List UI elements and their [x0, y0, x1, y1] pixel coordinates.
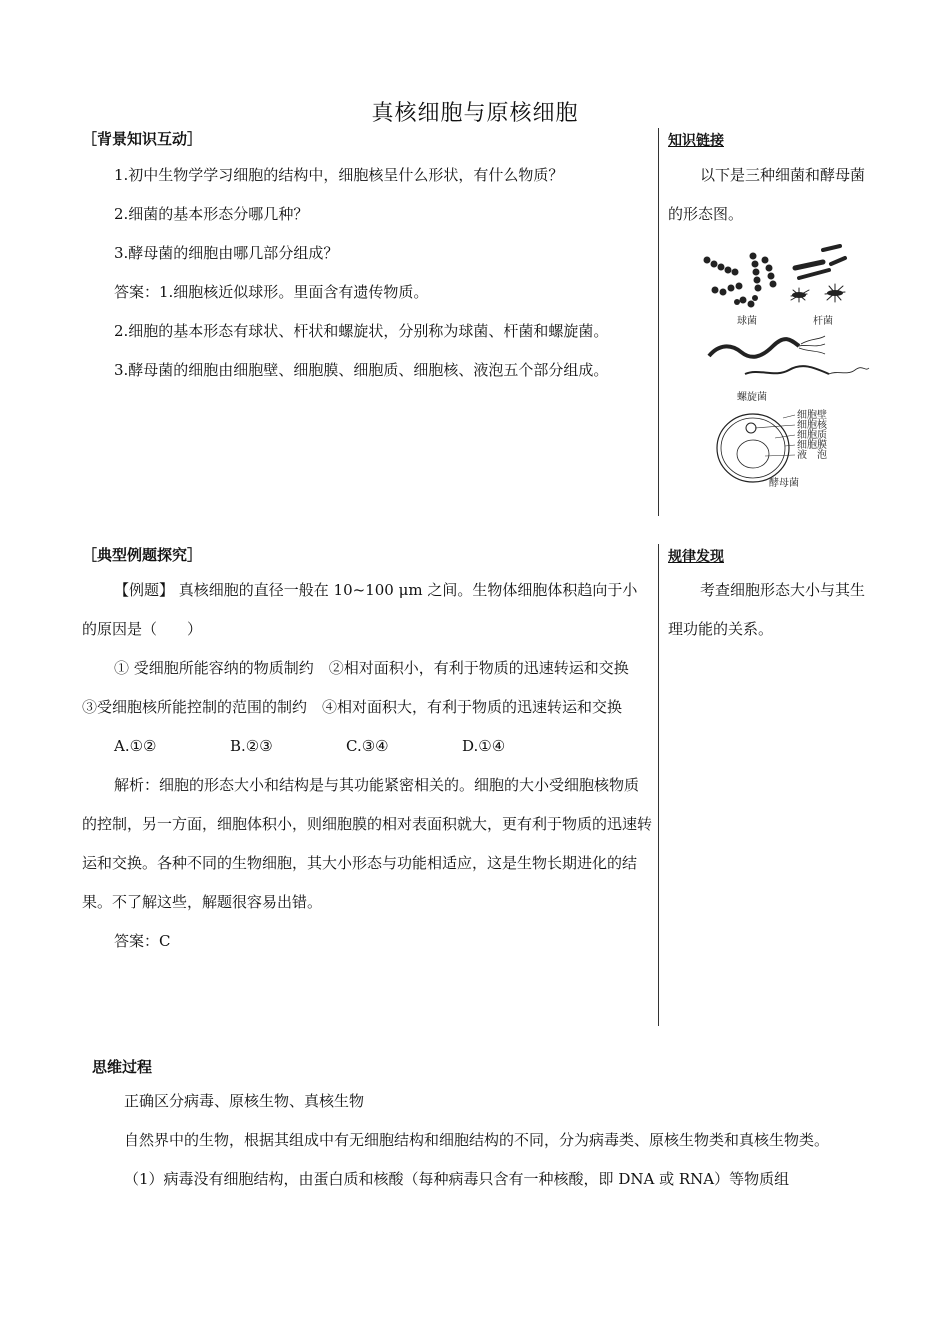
column-divider-2 [658, 544, 659, 1026]
yeast-part-membrane: 细胞膜 [797, 440, 827, 451]
thinking-heading: 思维过程 [92, 1058, 153, 1076]
thinking-section [92, 1082, 862, 1199]
example-statements: ① 受细胞所能容纳的物质制约 ②相对面积小，有利于物质的迅速转运和交换 ③受细胞核所能控制的范围的制约 ④相对面积大，有利于物质的迅速转运和交换 [82, 659, 644, 716]
coccus-drawing [704, 253, 777, 308]
answer-3: 3.酵母菌的细胞由细胞壁、细胞膜、细胞质、细胞核、液泡五个部分组成。 [114, 361, 609, 379]
yeast-part-wall: 细胞壁 [797, 410, 827, 421]
knowledge-link-heading: 知识链接 [668, 133, 724, 149]
yeast-part-vacuole: 液 泡 [797, 450, 827, 461]
knowledge-link-text: 以下是三种细菌和酵母菌的形态图。 [668, 166, 866, 223]
choice-d: D.①④ [462, 737, 506, 755]
spirillum-label: 螺旋菌 [737, 392, 767, 403]
yeast-label: 酵母菌 [769, 478, 799, 489]
spirillum-drawing [709, 336, 869, 374]
bacillus-label: 杆菌 [813, 316, 833, 327]
example-choices [82, 727, 652, 766]
thinking-line-1: 正确区分病毒、原核生物、真核生物 [124, 1092, 365, 1110]
column-divider [658, 128, 659, 516]
answer-1: 答案：1.细胞核近似球形。里面含有遗传物质。 [114, 283, 429, 301]
example-answer: 答案：C [114, 932, 171, 950]
background-heading: ［背景知识互动］ [82, 130, 203, 148]
choice-b: B.②③ [230, 737, 273, 755]
page-title: 真核细胞与原核细胞 [371, 101, 579, 126]
yeast-part-cytoplasm: 细胞质 [797, 430, 827, 441]
example-analysis: 解析：细胞的形态大小和结构是与其功能紧密相关的。细胞的大小受细胞核物质的控制，另一方面，细胞体积小，则细胞膜的相对表面积就大，更有利于物质的迅速转运和交换。各种不同的生物细胞，其大小形态与功能相适应，这是生物长期进化的结果。不了解这些，解题很容易出错。 [82, 776, 653, 911]
rule-heading: 规律发现 [668, 549, 724, 565]
choice-a: A.①② [114, 737, 157, 755]
question-1: 1.初中生物学学习细胞的结构中，细胞核呈什么形状，有什么物质？ [114, 166, 564, 184]
example-heading: ［典型例题探究］ [82, 546, 203, 564]
thinking-para-1: 自然界中的生物，根据其组成中有无细胞结构和细胞结构的不同，分为病毒类、原核生物类和真核生物类。 [124, 1131, 830, 1149]
coccus-label: 球菌 [737, 316, 757, 327]
thinking-para-2: （1）病毒没有细胞结构，由蛋白质和核酸（每种病毒只含有一种核酸，即 DNA 或 RNA）等物质组 [124, 1170, 790, 1188]
example-section [82, 571, 652, 961]
question-3: 3.酵母菌的细胞由哪几部分组成？ [114, 244, 339, 262]
yeast-drawing [717, 414, 795, 482]
choice-c: C.③④ [346, 737, 389, 755]
bacillus-drawing [791, 246, 845, 302]
answer-2: 2.细胞的基本形态有球状、杆状和螺旋状，分别称为球菌、杆菌和螺旋菌。 [114, 322, 609, 340]
rule-text: 考查细胞形态大小与其生理功能的关系。 [668, 581, 866, 638]
bacteria-yeast-figure [695, 240, 875, 490]
background-section [82, 156, 652, 390]
example-question: 【例题】 真核细胞的直径一般在 10~100 μm 之间。生物体细胞体积趋向于小的原因是（ ） [82, 581, 638, 638]
yeast-part-nucleus: 细胞核 [797, 420, 827, 431]
question-2: 2.细菌的基本形态分哪几种？ [114, 205, 309, 223]
